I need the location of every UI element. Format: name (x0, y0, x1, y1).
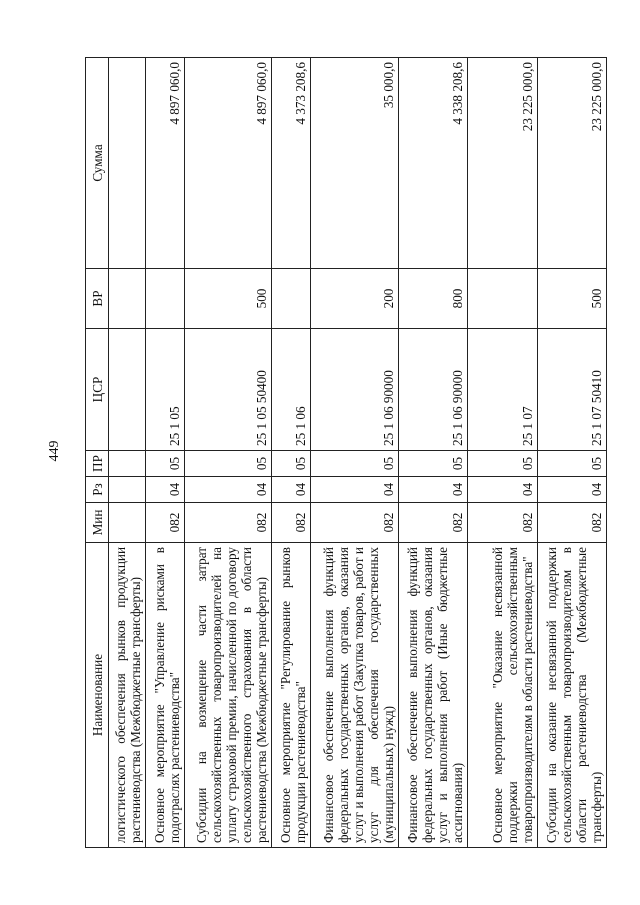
header-rz: Рз (86, 477, 109, 503)
row-name: Финансовое обеспечение выполнения функций федеральных государственных органов, оказания услуг и выполнения работ (Иные бюджетные ассигнования) (398, 543, 467, 848)
row-vr: 500 (537, 269, 606, 329)
row-sum: 4 338 208,6 (398, 58, 467, 269)
row-pr: 05 (184, 451, 272, 477)
table-row (468, 58, 537, 848)
row-rz: 04 (398, 477, 467, 503)
row-vr: 200 (311, 269, 399, 329)
row-rz: 04 (468, 477, 537, 503)
row-pr: 05 (537, 451, 606, 477)
header-name: Наименование (86, 543, 109, 848)
row-sum: 4 373 208,6 (272, 58, 311, 269)
row-min: 082 (145, 503, 184, 543)
page-number: 449 (47, 440, 62, 462)
row-pr: 05 (272, 451, 311, 477)
row-sum: 23 225 000,0 (537, 58, 606, 269)
row-rz: 04 (311, 477, 399, 503)
row-sum: 35 000,0 (311, 58, 399, 269)
row-vr: 500 (184, 269, 272, 329)
row-vr (109, 269, 146, 329)
row-min: 082 (537, 503, 606, 543)
row-csr: 25 1 05 50400 (184, 329, 272, 451)
row-name: Основное мероприятие "Регулирование рынков продукции растениеводства" (272, 543, 311, 848)
row-min: 082 (398, 503, 467, 543)
row-csr: 25 1 06 (272, 329, 311, 451)
row-name: логистического обеспечения рынков продукции растениеводства (Межбюджетные трансферты) (109, 543, 146, 848)
row-pr: 05 (398, 451, 467, 477)
table-row (537, 58, 606, 848)
row-csr: 25 1 07 50410 (537, 329, 606, 451)
table-row (398, 58, 467, 848)
row-min: 082 (184, 503, 272, 543)
row-csr (109, 329, 146, 451)
table-row (184, 58, 272, 848)
row-min: 082 (272, 503, 311, 543)
row-pr (109, 451, 146, 477)
row-name: Основное мероприятие "Оказание несвязанной поддержки сельскохозяйственным товаропроизводителям в области растениеводства" (468, 543, 537, 848)
row-min: 082 (468, 503, 537, 543)
table-row (311, 58, 399, 848)
row-rz: 04 (145, 477, 184, 503)
header-min: Мин (86, 503, 109, 543)
row-pr: 05 (311, 451, 399, 477)
row-csr: 25 1 06 90000 (311, 329, 399, 451)
row-vr (468, 269, 537, 329)
row-rz: 04 (537, 477, 606, 503)
row-csr: 25 1 05 (145, 329, 184, 451)
table-row (109, 58, 146, 848)
budget-table (85, 57, 607, 848)
row-sum (109, 58, 146, 269)
header-sum: Сумма (86, 58, 109, 269)
row-sum: 4 897 060,0 (145, 58, 184, 269)
row-rz: 04 (184, 477, 272, 503)
row-min (109, 503, 146, 543)
row-sum: 23 225 000,0 (468, 58, 537, 269)
table-row (145, 58, 184, 848)
table-row (272, 58, 311, 848)
row-pr: 05 (145, 451, 184, 477)
row-name: Субсидии на оказание несвязанной поддержки сельскохозяйственным товаропроизводителям в области растениеводства (Межбюджетные трансферты) (537, 543, 606, 848)
header-vr: ВР (86, 269, 109, 329)
row-min: 082 (311, 503, 399, 543)
row-csr: 25 1 07 (468, 329, 537, 451)
row-rz: 04 (272, 477, 311, 503)
table-header-row (86, 58, 109, 848)
row-csr: 25 1 06 90000 (398, 329, 467, 451)
row-vr (145, 269, 184, 329)
header-csr: ЦСР (86, 329, 109, 451)
row-pr: 05 (468, 451, 537, 477)
row-name: Основное мероприятие "Управление рисками в подотраслях растениеводства" (145, 543, 184, 848)
row-sum: 4 897 060,0 (184, 58, 272, 269)
header-pr: ПР (86, 451, 109, 477)
row-name: Финансовое обеспечение выполнения функций федеральных государственных органов, оказания услуг и выполнения работ (Закупка товаров, работ и услуг для обеспечения государственных (муниципальных) нужд) (311, 543, 399, 848)
row-name: Субсидии на возмещение части затрат сельскохозяйственных товаропроизводителей на уплату страховой премии, начисленной по договору сельскохозяйственного страхования в области растениеводства (Межбюджетные трансферты) (184, 543, 272, 848)
row-vr (272, 269, 311, 329)
row-rz (109, 477, 146, 503)
rotated-table-container (85, 58, 607, 848)
row-vr: 800 (398, 269, 467, 329)
